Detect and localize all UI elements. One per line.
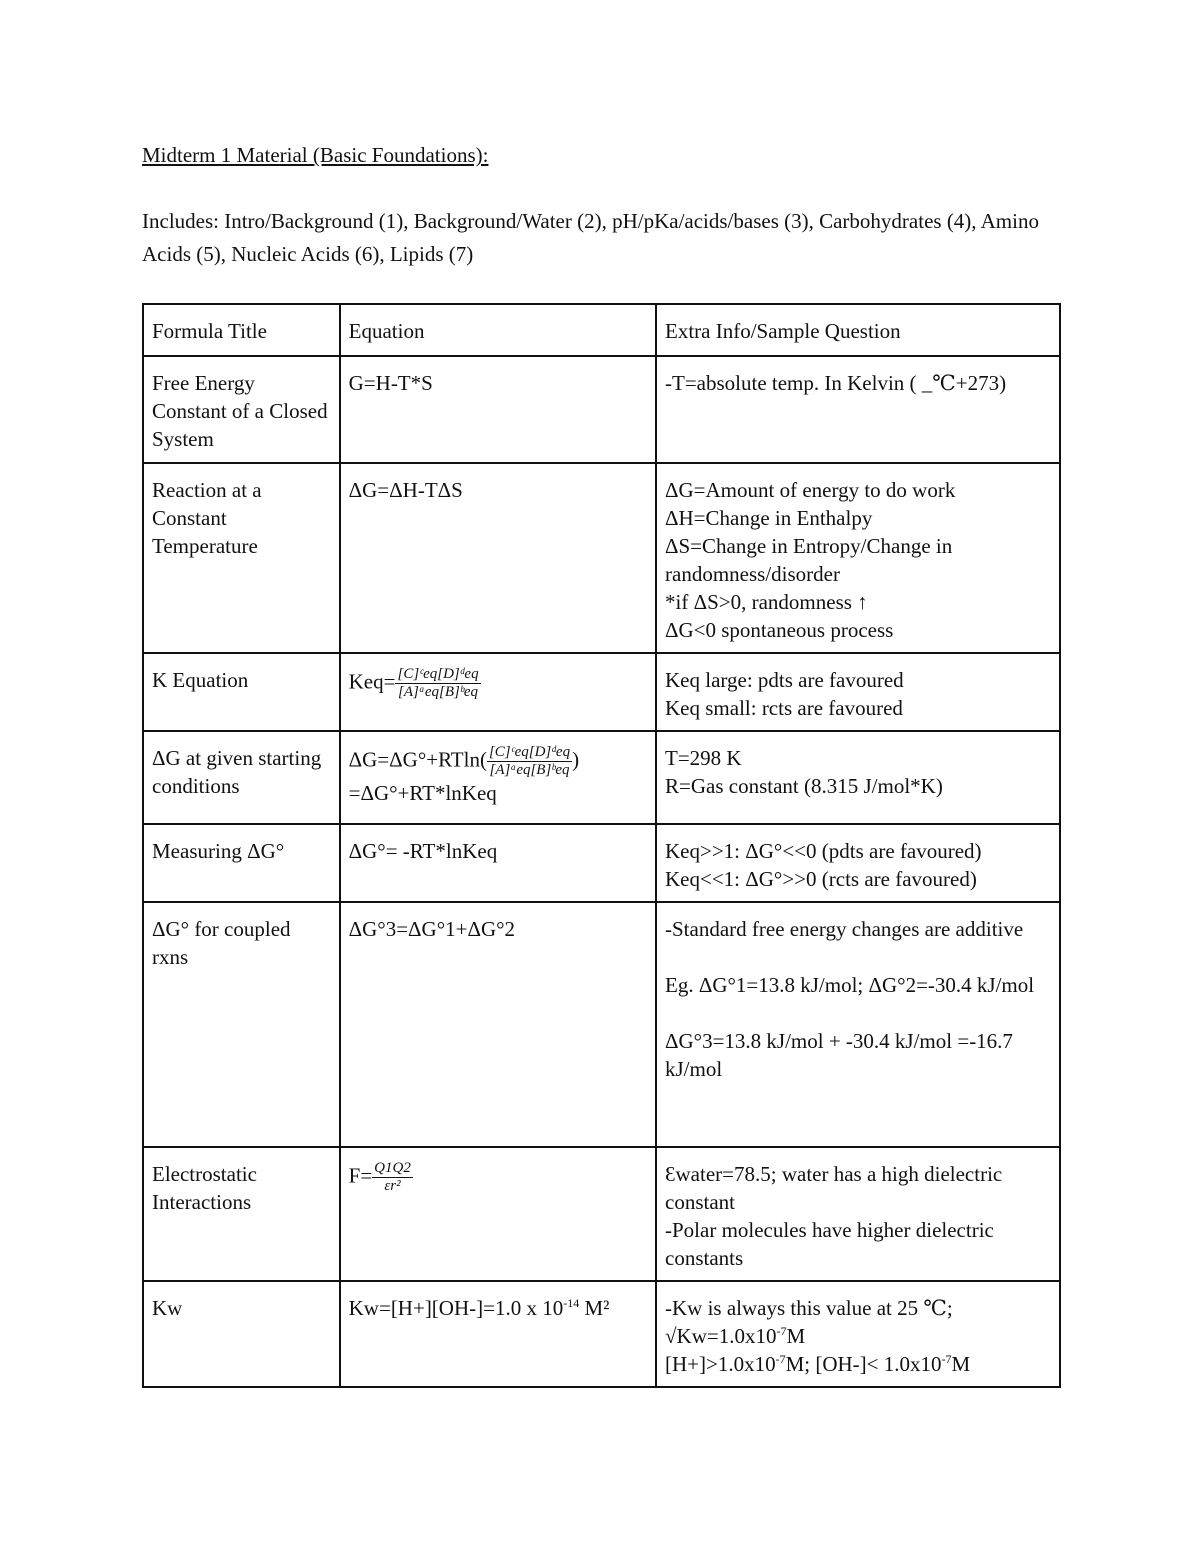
formula-equation: [340, 653, 656, 731]
info-line: ΔH=Change in Enthalpy: [665, 506, 873, 530]
fraction-numerator: [C]ᶜeq[D]ᵈeq: [488, 744, 571, 760]
info-line: R=Gas constant (8.315 J/mol*K): [665, 774, 943, 798]
info-line: ΔG<0 spontaneous process: [665, 618, 894, 642]
page-heading: Midterm 1 Material (Basic Foundations):: [142, 143, 489, 167]
formula-table: [142, 303, 1061, 1388]
header-cell: Extra Info/Sample Question: [656, 304, 1060, 356]
info-line: ΔS=Change in Entropy/Change in randomness/disorder: [665, 534, 953, 586]
formula-equation: ΔG°3=ΔG°1+ΔG°2: [340, 902, 656, 1147]
equation-fraction: [395, 666, 480, 701]
info-line: Keq small: rcts are favoured: [665, 696, 903, 720]
info-line: [665, 1322, 1051, 1350]
formula-info: [656, 1281, 1060, 1387]
info-exponent: -7: [775, 1352, 786, 1366]
equation-exponent: -14: [563, 1296, 580, 1310]
formula-info: [656, 653, 1060, 731]
equation-unit: M²: [579, 1296, 610, 1320]
info-part: M: [786, 1324, 806, 1348]
info-part: M; [OH-]< 1.0x10: [785, 1352, 942, 1376]
info-line: Keq>>1: ΔG°<<0 (pdts are favoured): [665, 839, 982, 863]
formula-equation: ΔG°= -RT*lnKeq: [340, 824, 656, 902]
formula-equation: [340, 1147, 656, 1281]
formula-equation: G=H-T*S: [340, 356, 656, 463]
equation-suffix: ): [572, 747, 580, 772]
info-line: ΔG=Amount of energy to do work: [665, 478, 956, 502]
formula-equation: ΔG=ΔH-TΔS: [340, 463, 656, 653]
info-part: √Kw=1.0x10: [665, 1324, 777, 1348]
equation-base: Kw=[H+][OH-]=1.0 x 10: [348, 1296, 564, 1320]
formula-info: [656, 356, 1060, 463]
table-row: [143, 356, 1060, 463]
formula-equation: [340, 1281, 656, 1387]
header-cell: Equation: [340, 304, 656, 356]
fraction-numerator: [C]ᶜeq[D]ᵈeq: [397, 666, 479, 682]
table-row: [143, 824, 1060, 902]
table-row: [143, 1281, 1060, 1387]
equation-line2: =ΔG°+RT*lnKeq: [348, 781, 497, 805]
info-exponent: -7: [941, 1352, 952, 1366]
info-line: [665, 1350, 1051, 1378]
formula-title: ΔG° for coupled rxns: [143, 902, 340, 1147]
fraction-numerator: Q1Q2: [374, 1160, 411, 1176]
header-cell: Formula Title: [143, 304, 340, 356]
info-line: -T=absolute temp. In Kelvin ( _℃+273): [665, 371, 1007, 395]
formula-equation: [340, 731, 656, 824]
fraction-denominator: [A]ᵃeq[B]ᵇeq: [398, 684, 479, 700]
formula-info: [656, 824, 1060, 902]
info-line: T=298 K: [665, 746, 742, 770]
equation-prefix: ΔG=ΔG°+RTln(: [348, 747, 487, 772]
info-line: Keq large: pdts are favoured: [665, 668, 904, 692]
formula-title: Electrostatic Interactions: [143, 1147, 340, 1281]
formula-title: K Equation: [143, 653, 340, 731]
fraction-denominator: εr²: [384, 1178, 401, 1194]
info-line: ΔG°3=13.8 kJ/mol + -30.4 kJ/mol =-16.7 kJ/mol: [665, 1029, 1013, 1081]
table-header-row: [143, 304, 1060, 356]
info-line: Keq<<1: ΔG°>>0 (rcts are favoured): [665, 867, 977, 891]
info-line: -Polar molecules have higher dielectric constants: [665, 1218, 994, 1270]
table-row: [143, 653, 1060, 731]
formula-info: [656, 463, 1060, 653]
table-row: [143, 902, 1060, 1147]
table-row: [143, 1147, 1060, 1281]
equation-prefix: Keq=: [348, 669, 396, 694]
formula-title: Reaction at a Constant Temperature: [143, 463, 340, 653]
formula-title: Kw: [143, 1281, 340, 1387]
info-part: M: [951, 1352, 971, 1376]
includes-text: Includes: Intro/Background (1), Background/Water (2), pH/pKa/acids/bases (3), Carbohydrates (4), Amino Acids (5), Nucleic Acids (6), Lipids (7): [142, 209, 1039, 266]
info-line: -Kw is always this value at 25 ℃;: [665, 1296, 953, 1320]
formula-title: ΔG at given starting conditions: [143, 731, 340, 824]
equation-fraction: [487, 744, 572, 779]
info-part: [H+]>1.0x10: [665, 1352, 776, 1376]
formula-info: [656, 902, 1060, 1147]
formula-title: Measuring ΔG°: [143, 824, 340, 902]
fraction-denominator: [A]ᵃeq[B]ᵇeq: [489, 762, 570, 778]
info-line: *if ΔS>0, randomness ↑: [665, 590, 868, 614]
table-row: [143, 731, 1060, 824]
info-line: Ɛwater=78.5; water has a high dielectric constant: [665, 1162, 1003, 1214]
equation-fraction: [372, 1160, 413, 1195]
info-line: -Standard free energy changes are additive: [665, 917, 1024, 941]
info-exponent: -7: [776, 1324, 787, 1338]
info-line: Eg. ΔG°1=13.8 kJ/mol; ΔG°2=-30.4 kJ/mol: [665, 973, 1035, 997]
table-row: [143, 463, 1060, 653]
formula-title: Free Energy Constant of a Closed System: [143, 356, 340, 463]
formula-info: [656, 1147, 1060, 1281]
formula-info: [656, 731, 1060, 824]
equation-prefix: F=: [348, 1163, 373, 1188]
